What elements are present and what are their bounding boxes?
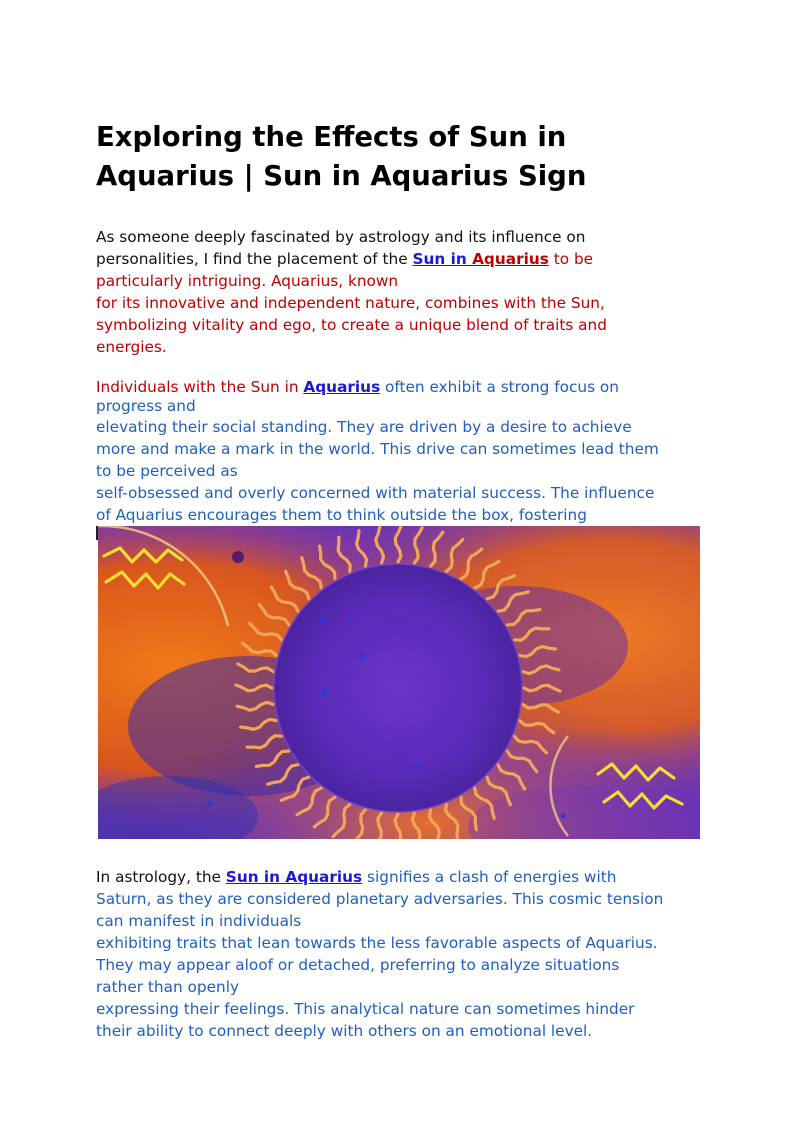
- p1-line-5: symbolizing vitality and ego, to create a unique blend of traits and: [96, 316, 607, 334]
- p1-line-2-text: personalities, I find the placement of the: [96, 250, 413, 268]
- p2-line-1-post: often exhibit a strong focus on: [380, 378, 619, 396]
- p2-line-3: elevating their social standing. They are driven by a desire to achieve: [96, 418, 632, 436]
- p3-line-1-text: In astrology, the: [96, 868, 226, 886]
- p3-line-8: their ability to connect deeply with others on an emotional level.: [96, 1022, 593, 1040]
- p2-line-7: of Aquarius encourages them to think outside the box, fostering: [96, 506, 587, 524]
- p3-line-4: exhibiting traits that lean towards the less favorable aspects of Aquarius.: [96, 934, 658, 952]
- sun-in-link-part: Sun in: [412, 250, 473, 268]
- p1-line-4: for its innovative and independent nature, combines with the Sun,: [96, 294, 605, 312]
- p1-line-6: energies.: [96, 338, 167, 356]
- title-line-2: Aquarius | Sun in Aquarius Sign: [96, 160, 587, 192]
- p1-line-3: particularly intriguing. Aquarius, known: [96, 272, 399, 290]
- p3-line-7: expressing their feelings. This analytical nature can sometimes hinder: [96, 1000, 635, 1018]
- p2-line-1-text: Individuals with the Sun in: [96, 378, 304, 396]
- p1-line-1: As someone deeply fascinated by astrology and its influence on: [96, 228, 586, 246]
- p2-line-5: to be perceived as: [96, 462, 238, 480]
- p2-line-6: self-obsessed and overly concerned with material success. The influence: [96, 484, 655, 502]
- p3-line-3: can manifest in individuals: [96, 912, 302, 930]
- p3-line-2: Saturn, as they are considered planetary adversaries. This cosmic tension: [96, 890, 664, 908]
- p2-line-2: progress and: [96, 397, 196, 415]
- sun-in-aquarius-link[interactable]: [413, 250, 549, 268]
- sun-in-aquarius-link-2[interactable]: Sun in Aquarius: [225, 868, 363, 886]
- title-line-1: Exploring the Effects of Sun in: [96, 121, 567, 153]
- sun-aquarius-illustration-icon: [98, 526, 700, 839]
- p3-line-5: They may appear aloof or detached, preferring to analyze situations: [96, 956, 620, 974]
- aquarius-link-part: Aquarius: [472, 250, 549, 268]
- p3-line-1-post: signifies a clash of energies with: [362, 868, 617, 886]
- paragraph-intro: [96, 226, 706, 358]
- article-title: [96, 118, 706, 196]
- p3-line-6: rather than openly: [96, 978, 240, 996]
- sun-aquarius-image: [98, 526, 700, 839]
- aquarius-link[interactable]: Aquarius: [303, 378, 381, 396]
- paragraph-saturn: [96, 866, 706, 1042]
- paragraph-traits: [96, 376, 706, 526]
- p2-line-4: more and make a mark in the world. This drive can sometimes lead them: [96, 440, 659, 458]
- p1-line-2-post: to be: [548, 250, 594, 268]
